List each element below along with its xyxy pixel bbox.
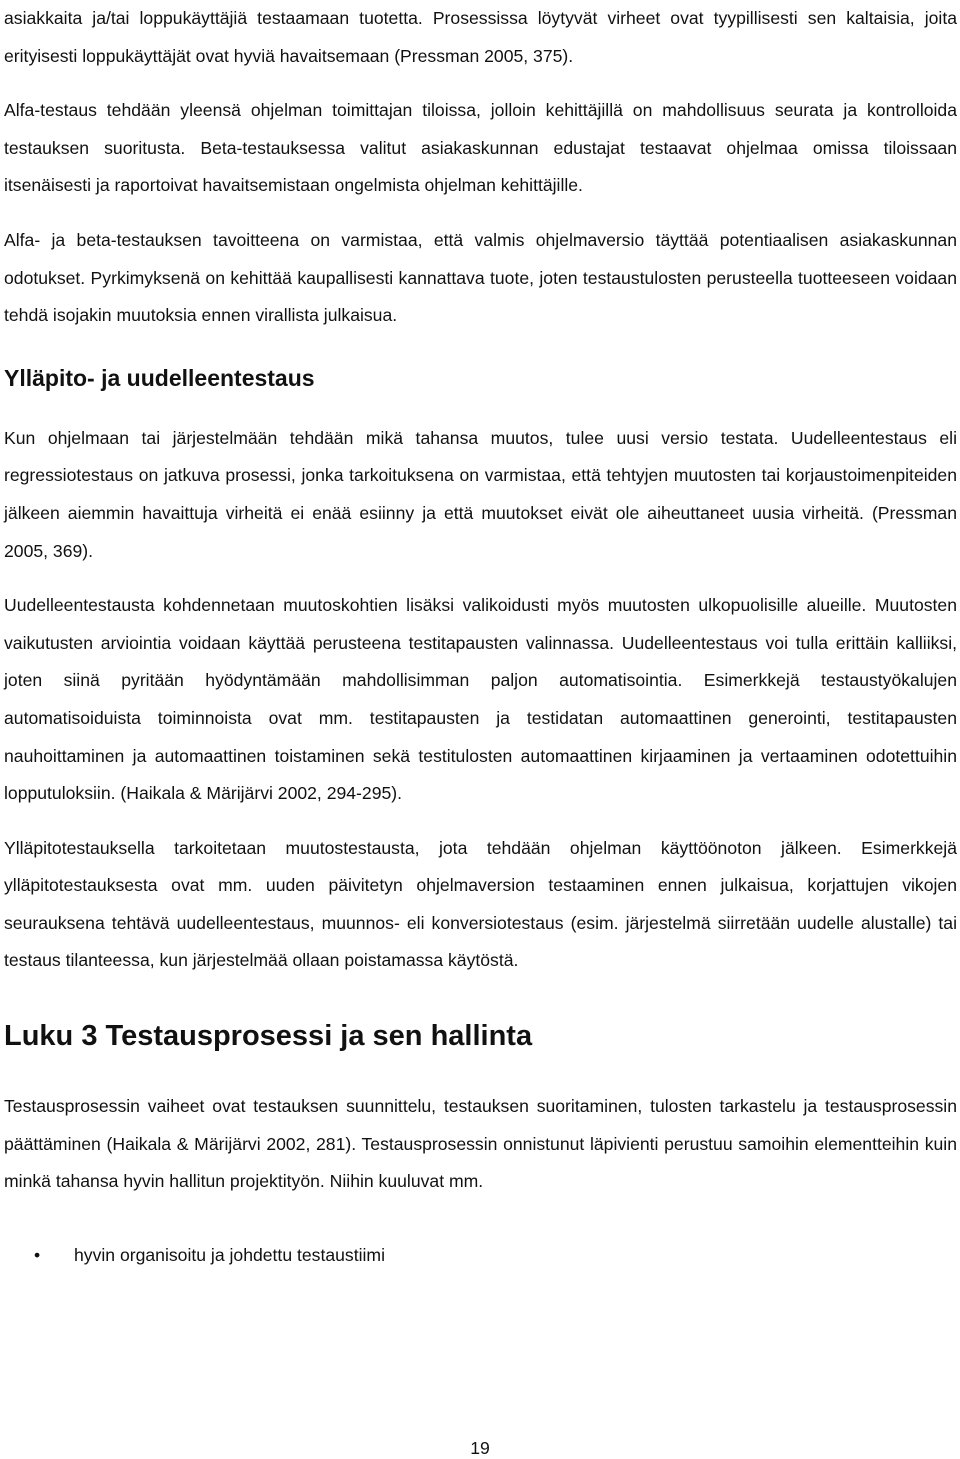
paragraph-regression-targeting: Uudelleentestausta kohdennetaan muutoskohtien lisäksi valikoidusti myös muutosten ulkopuolisille alueille. Muutosten vaikutusten arviointia voidaan käyttää perusteena testitapausten valinnassa. Uudelleentestaus voi tulla erittäin kalliiksi, joten siinä pyritään hyödyntämään mahdollisimman paljon automatisointia. Esimerkkejä testaustyökalujen automatisoiduista toiminnoista ovat mm. testitapausten ja testidatan automaattinen generointi, testitapausten nauhoittaminen ja automaattinen toistaminen sekä testitulosten automaattinen kirjaaminen ja vertaaminen odotettuihin lopputuloksiin. (Haikala & Märijärvi 2002, 294-295). bbox=[4, 595, 957, 804]
paragraph-alfa-beta-testing: Alfa-testaus tehdään yleensä ohjelman toimittajan tiloissa, jolloin kehittäjillä on mahdollisuus seurata ja kontrolloida testauksen suoritusta. Beta-testauksessa valitut asiakaskunnan edustajat testaavat ohjelmaa omissa tiloissaan itsenäisesti ja raportoivat havaitsemistaan ongelmista ohjelman kehittäjille. bbox=[4, 100, 957, 196]
list-item-text: hyvin organisoitu ja johdettu testaustiimi bbox=[74, 1244, 385, 1265]
bullet-icon: • bbox=[34, 1244, 41, 1265]
paragraph-regression-testing: Kun ohjelmaan tai järjestelmään tehdään mikä tahansa muutos, tulee uusi versio testata. Uudelleentestaus eli regressiotestaus on jatkuva prosessi, jonka tarkoituksena on varmistaa, että tehtyjen muutosten tai korjaustoimenpiteiden jälkeen aiemmin havaittuja virheitä ei enää esiinny ja että muutokset eivät ole aiheuttaneet uusia virheitä. (Pressman 2005, 369). bbox=[4, 427, 957, 561]
bullet-list bbox=[4, 1237, 957, 1275]
section-heading: Ylläpito- ja uudelleentestaus bbox=[4, 364, 315, 391]
page-number: 19 bbox=[470, 1438, 490, 1458]
paragraph-maintenance-testing: Ylläpitotestauksella tarkoitetaan muutostestausta, jota tehdään ohjelman käyttöönoton jälkeen. Esimerkkejä ylläpitotestauksesta ovat mm. uuden päivitetyn ohjelmaversion testaaminen ennen julkaisua, korjattujen vikojen seurauksena tehtävä uudelleentestaus, muunnos- eli konversiotestaus (esim. järjestelmä siirretään uudelle alustalle) tai testaus tilanteessa, kun järjestelmää ollaan poistamassa käytöstä. bbox=[4, 837, 957, 971]
chapter-heading: Luku 3 Testausprosessi ja sen hallinta bbox=[4, 1020, 533, 1053]
paragraph-test-process: Testausprosessin vaiheet ovat testauksen suunnittelu, testauksen suoritaminen, tulosten tarkastelu ja testausprosessin päättäminen (Haikala & Märijärvi 2002, 281). Testausprosessin onnistunut läpivienti perustuu samoihin elementteihin kuin minkä tahansa hyvin hallitun projektityön. Niihin kuuluvat mm. bbox=[4, 1096, 957, 1192]
paragraph-pressman-intro: asiakkaita ja/tai loppukäyttäjiä testaamaan tuotetta. Prosessissa löytyvät virheet ovat tyypillisesti sen kaltaisia, joita erityisesti loppukäyttäjät ovat hyviä havaitsemaan (Pressman 2005, 375). bbox=[4, 8, 957, 66]
document-page bbox=[4, 0, 957, 1274]
paragraph-alfa-beta-goal: Alfa- ja beta-testauksen tavoitteena on varmistaa, että valmis ohjelmaversio täyttää potentiaalisen asiakaskunnan odotukset. Pyrkimyksenä on kehittää kaupallisesti kannattava tuote, joten testaustulosten perusteella tuotteeseen voidaan tehdä isojakin muutoksia ennen virallista julkaisua. bbox=[4, 229, 957, 326]
list-item bbox=[4, 1237, 957, 1275]
